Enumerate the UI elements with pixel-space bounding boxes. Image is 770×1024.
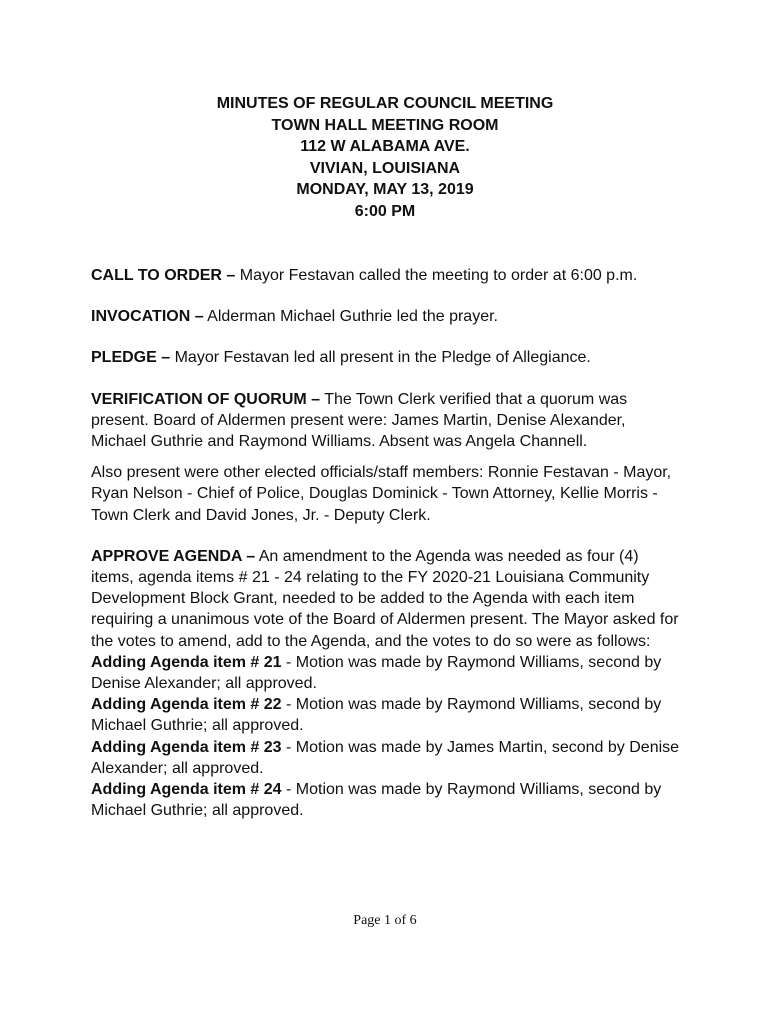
pledge-label: PLEDGE – xyxy=(91,349,171,367)
header-title: MINUTES OF REGULAR COUNCIL MEETING xyxy=(216,95,554,112)
call-to-order-text: Mayor Festavan called the meeting to order at 6:00 p.m. xyxy=(235,267,638,284)
approve-agenda-paragraph xyxy=(91,546,681,652)
agenda-item xyxy=(91,652,681,694)
also-present-text: Also present were other elected officials/staff members: Ronnie Festavan - Mayor, Ryan Nelson - Chief of Police, Douglas Dominick - Town Attorney, Kellie Morris - Town Clerk and David Jones, Jr. - Deputy Clerk. xyxy=(91,464,672,524)
pledge-paragraph xyxy=(91,347,681,368)
agenda-item-text: - Motion was made by James Martin, second by Denise Alexander; all approved. xyxy=(91,738,680,777)
agenda-item-label: Adding Agenda item # 23 xyxy=(91,738,282,756)
document-body xyxy=(91,265,681,821)
document-header xyxy=(0,93,770,223)
header-city: VIVIAN, LOUISIANA xyxy=(309,159,461,177)
agenda-item xyxy=(91,737,681,779)
invocation-text: Alderman Michael Guthrie led the prayer. xyxy=(203,308,498,326)
header-location: TOWN HALL MEETING ROOM xyxy=(271,116,499,134)
call-to-order-label: CALL TO ORDER – xyxy=(91,267,236,284)
agenda-item xyxy=(91,779,681,821)
page-number: Page 1 of 6 xyxy=(353,913,417,928)
invocation-paragraph xyxy=(91,306,681,327)
quorum-text: The Town Clerk verified that a quorum was present. Board of Aldermen present were: James Martin, Denise Alexander, Michael Guthrie and Raymond Williams. Absent was Angela Channell. xyxy=(91,390,628,451)
header-address: 112 W ALABAMA AVE. xyxy=(300,138,470,156)
agenda-item-list xyxy=(91,652,681,822)
header-date: MONDAY, MAY 13, 2019 xyxy=(296,181,474,199)
agenda-item-label: Adding Agenda item # 24 xyxy=(91,781,282,799)
approve-agenda-text: An amendment to the Agenda was needed as four (4) items, agenda items # 21 - 24 relating to the FY 2020-21 Louisiana Community Development Block Grant, needed to be added to the Agenda with each item requiring a unanimous vote of the Board of Aldermen present. The Mayor asked for the votes to amend, add to the Agenda, and the votes to do so were as follows: xyxy=(91,547,679,650)
pledge-text: Mayor Festavan led all present in the Pledge of Allegiance. xyxy=(170,349,591,367)
agenda-item-text: - Motion was made by Raymond Williams, second by Denise Alexander; all approved. xyxy=(91,653,662,693)
agenda-item-label: Adding Agenda item # 21 xyxy=(91,653,282,671)
header-time: 6:00 PM xyxy=(354,202,416,220)
also-present-paragraph xyxy=(91,462,681,526)
call-to-order-paragraph xyxy=(91,265,681,286)
agenda-item xyxy=(91,694,681,736)
agenda-item-text: - Motion was made by Raymond Williams, second by Michael Guthrie; all approved. xyxy=(91,781,662,820)
agenda-item-label: Adding Agenda item # 22 xyxy=(91,696,282,714)
approve-agenda-label: APPROVE AGENDA – xyxy=(91,547,256,565)
quorum-label: VERIFICATION OF QUORUM – xyxy=(91,390,321,408)
invocation-label: INVOCATION – xyxy=(91,308,204,326)
agenda-item-text: - Motion was made by Raymond Williams, second by Michael Guthrie; all approved. xyxy=(91,696,662,735)
quorum-paragraph xyxy=(91,389,681,453)
